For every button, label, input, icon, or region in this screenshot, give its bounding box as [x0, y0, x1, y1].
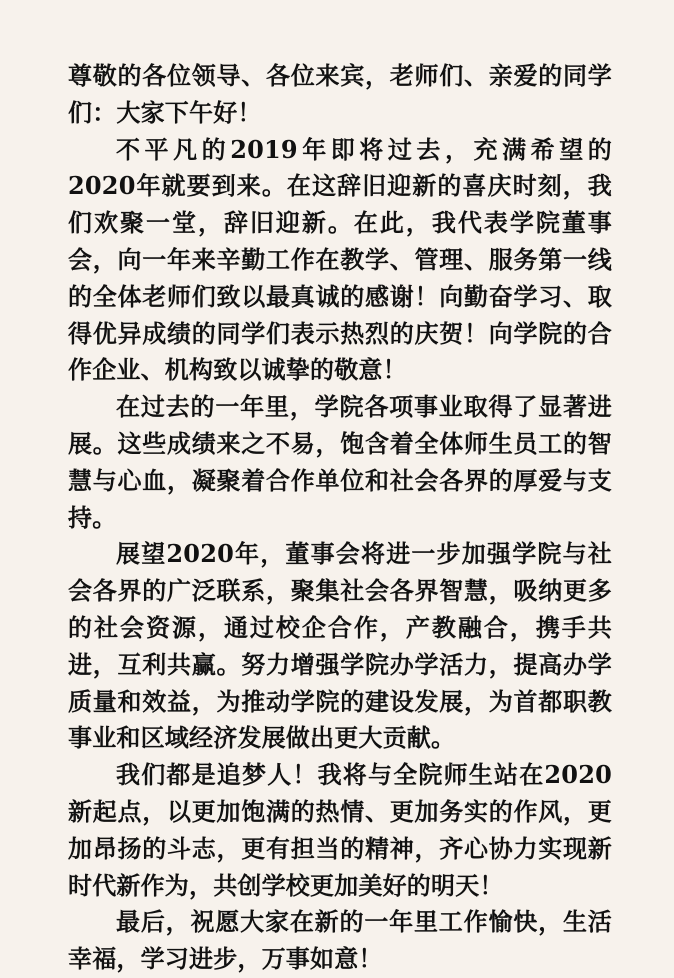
- paragraph-3: 展望2020年，董事会将进一步加强学院与社会各界的广泛联系，聚集社会各界智慧，吸纳更多的社会资源，通过校企合作，产教融合，携手共进，互利共赢。努力增强学院办学活力，提高办学质量和效益，为推动学院的建设发展，为首都职教事业和区域经济发展做出更大贡献。: [68, 539, 612, 753]
- paragraph-5: 最后，祝愿大家在新的一年里工作愉快，生活幸福，学习进步，万事如意！: [68, 907, 612, 974]
- greeting-paragraph: 尊敬的各位领导、各位来宾，老师们、亲爱的同学们：大家下午好！: [68, 61, 612, 127]
- speech-text: [68, 58, 612, 978]
- paragraph-1: 不平凡的2019年即将过去，充满希望的2020年就要到来。在这辞旧迎新的喜庆时刻，我们欢聚一堂，辞旧迎新。在此，我代表学院董事会，向一年来辛勤工作在教学、管理、服务第一线的全体老师们致以最真诚的感谢！向勤奋学习、取得优异成绩的同学们表示热烈的庆贺！向学院的合作企业、机构致以诚挚的敬意！: [68, 134, 612, 385]
- paragraph-2: 在过去的一年里，学院各项事业取得了显著进展。这些成绩来之不易，饱含着全体师生员工的智慧与心血，凝聚着合作单位和社会各界的厚爱与支持。: [68, 392, 612, 532]
- paragraph-4: 我们都是追梦人！我将与全院师生站在2020新起点，以更加饱满的热情、更加务实的作风，更加昂扬的斗志，更有担当的精神，齐心协力实现新时代新作为，共创学校更加美好的明天！: [68, 760, 612, 900]
